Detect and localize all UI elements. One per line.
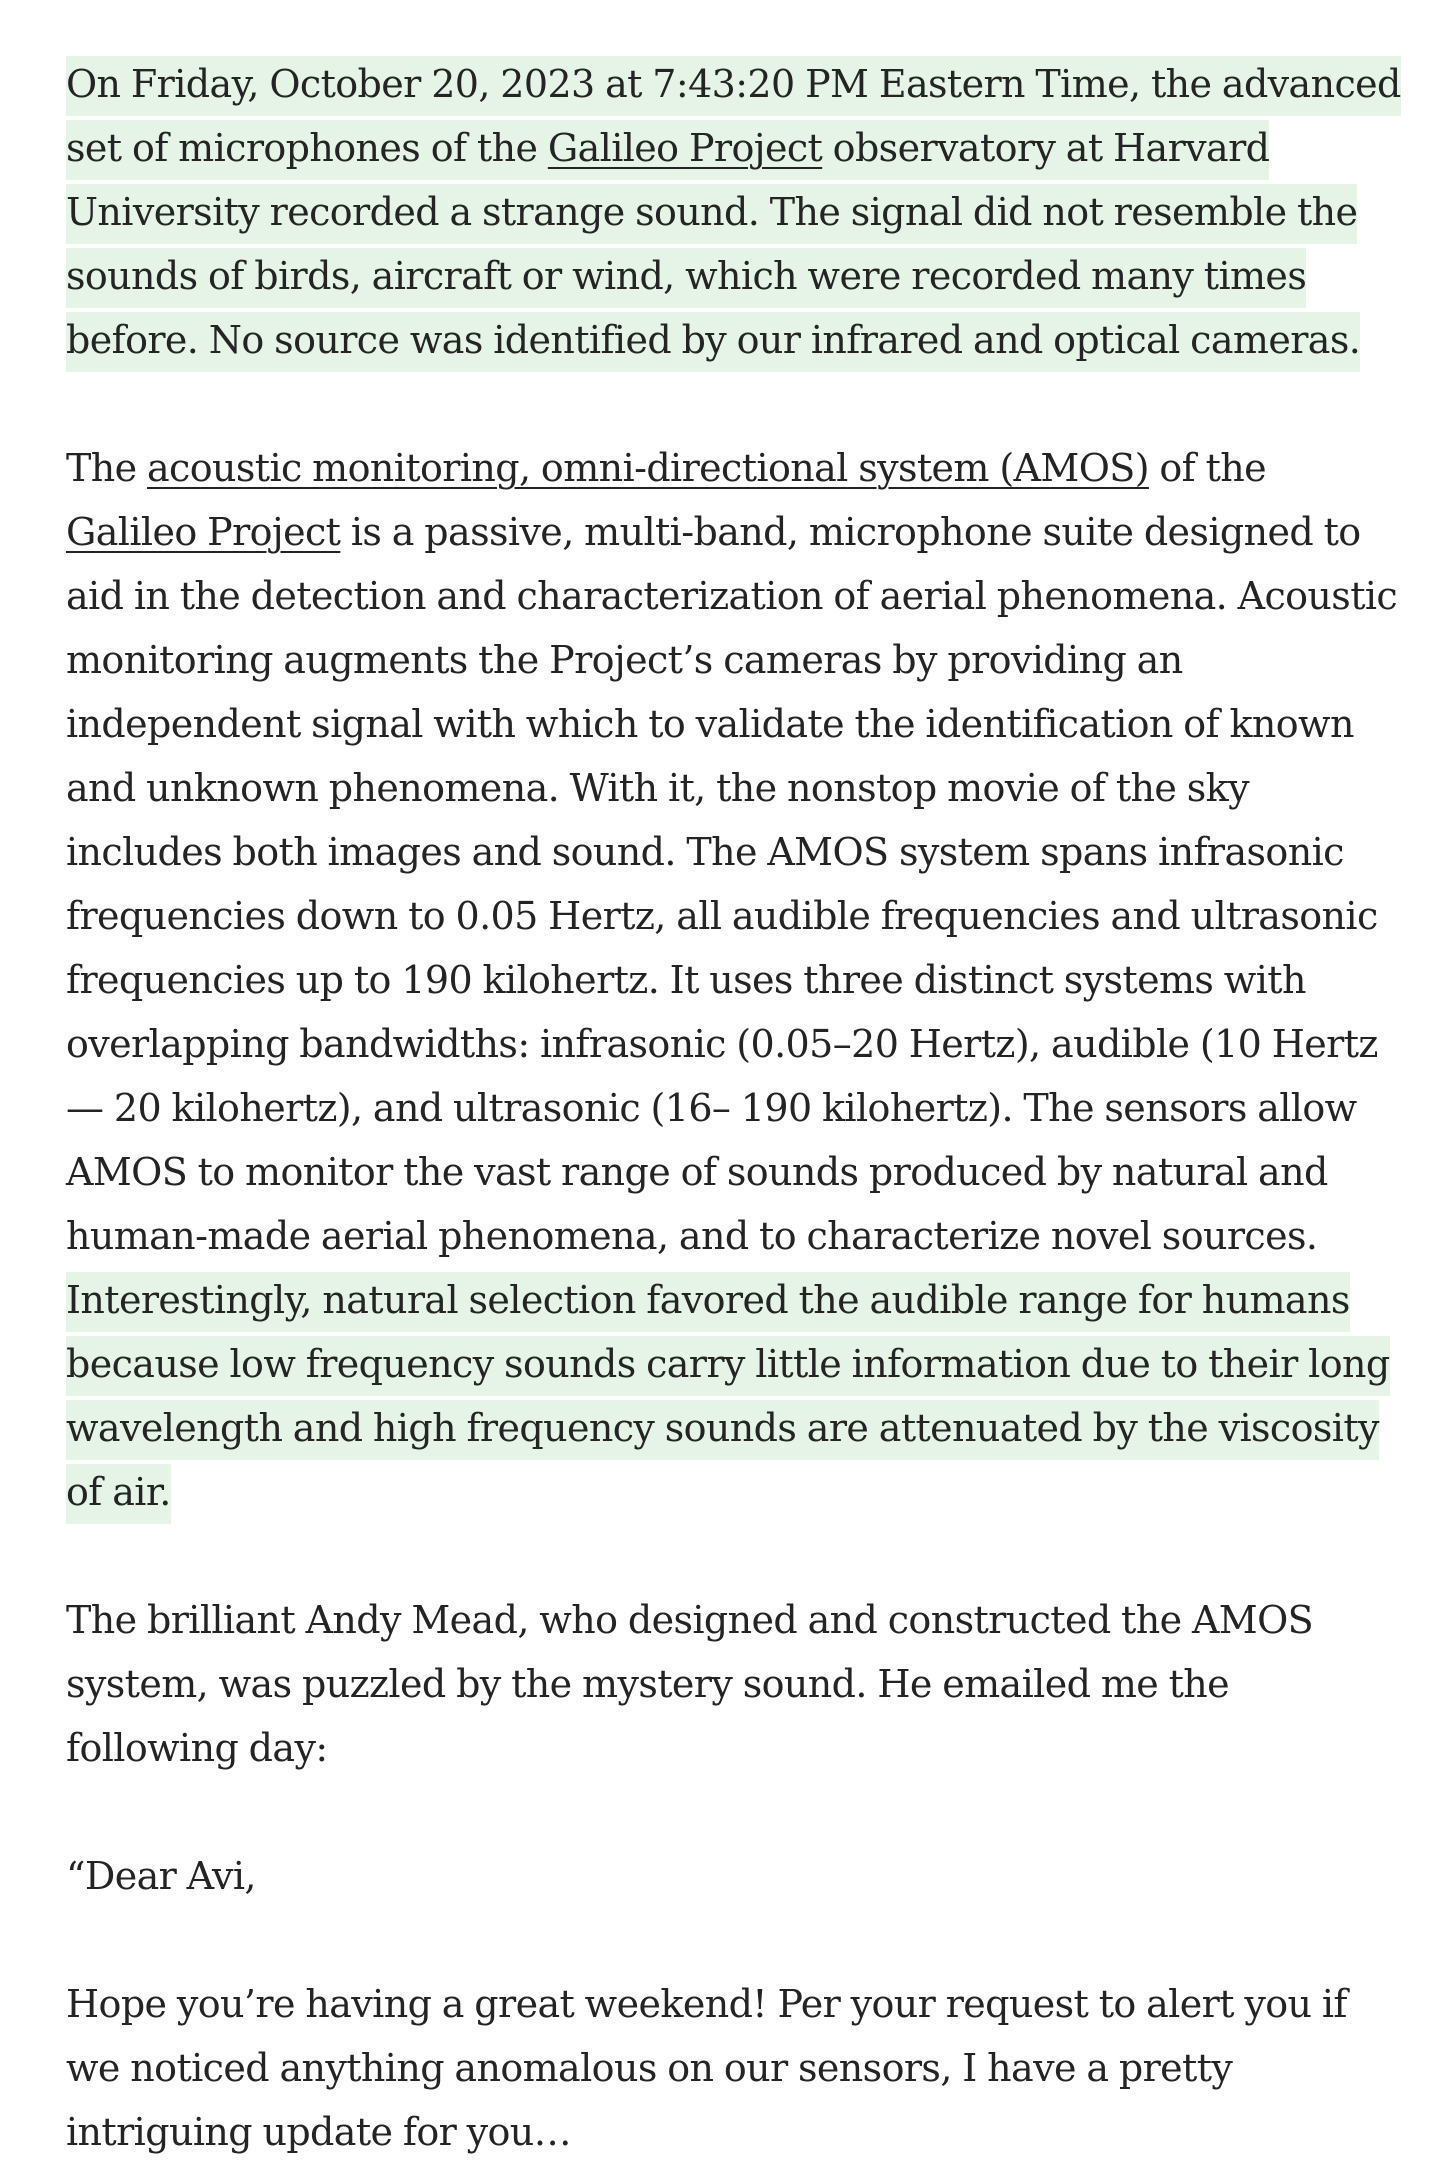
paragraph-4: “Dear Avi,	[66, 1854, 256, 1898]
p2-text-part1: The	[66, 446, 147, 490]
highlighted-passage-1[interactable]	[66, 56, 1401, 372]
p1-text-part1: On Friday, October 20, 2023 at 7:43:20 PM Eastern Time, the advanced set of microphones of the	[66, 62, 1401, 170]
highlighted-passage-2[interactable]: Interestingly, natural selection favored the audible range for humans because low frequency sounds carry little information due to their long wavelength and high frequency sounds are attenuated by the viscosity of air.	[66, 1272, 1390, 1524]
paragraph-3: The brilliant Andy Mead, who designed and constructed the AMOS system, was puzzled by the mystery sound. He emailed me the following day:	[66, 1598, 1314, 1770]
p2-text-part2: of the	[1148, 446, 1267, 490]
paragraph-5: Hope you’re having a great weekend! Per your request to alert you if we noticed anything anomalous on our sensors, I have a pretty intriguing update for you…	[66, 1982, 1347, 2154]
galileo-project-link-2[interactable]: Galileo Project	[66, 510, 341, 554]
galileo-project-link[interactable]: Galileo Project	[547, 126, 823, 170]
paragraph-1	[66, 52, 1406, 372]
p2-text-part3: is a passive, multi-band, microphone suite designed to aid in the detection and characterization of aerial phenomena. Acoustic monitoring augments the Project’s cameras by providing an independent signal with which to validate the identification of known and unknown phenomena. With it, the nonstop movie of the sky includes both images and sound. The AMOS system spans infrasonic frequencies down to 0.05 Hertz, all audible frequencies and ultrasonic frequencies up to 190 kilohertz. It uses three distinct systems with overlapping bandwidths: infrasonic (0.05–20 Hertz), audible (10 Hertz — 20 kilohertz), and ultrasonic (16– 190 kilohertz). The sensors allow AMOS to monitor the vast range of sounds produced by natural and human-made aerial phenomena, and to characterize novel sources.	[66, 510, 1398, 1258]
p1-text-part2: observatory at Harvard University recorded a strange sound. The signal did not resemble the sounds of birds, aircraft or wind, which were recorded many times before. No source was identified by our infrared and optical cameras.	[66, 126, 1361, 362]
amos-link[interactable]: acoustic monitoring, omni-directional system (AMOS)	[147, 446, 1149, 490]
article-body	[66, 52, 1406, 2164]
paragraph-2	[66, 436, 1406, 1524]
